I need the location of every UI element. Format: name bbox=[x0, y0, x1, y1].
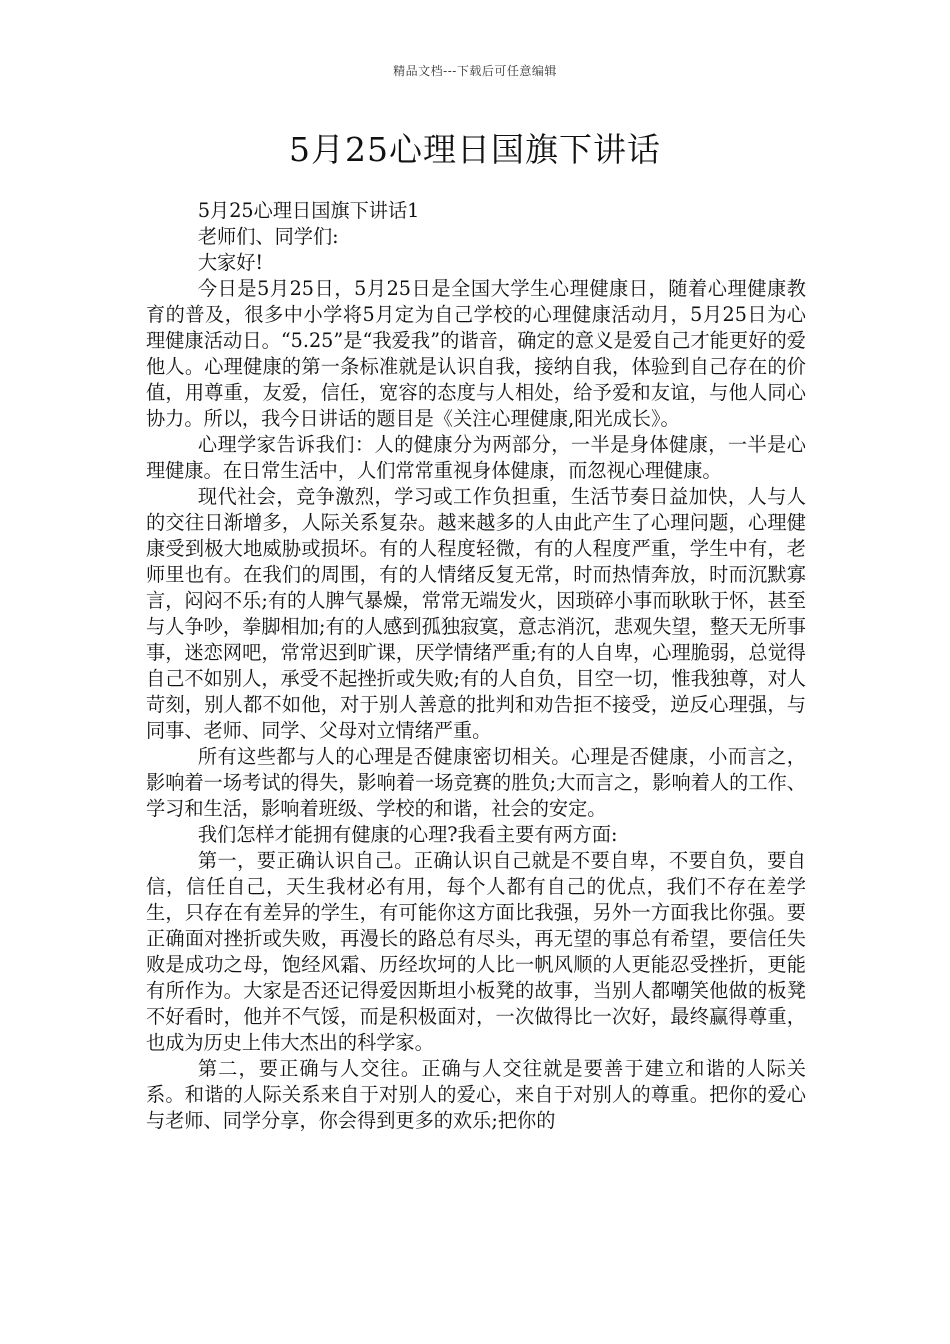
document-title: 5月25心理日国旗下讲话 bbox=[289, 130, 661, 169]
body-paragraph: 我们怎样才能拥有健康的心理?我看主要有两方面: bbox=[197, 823, 618, 846]
body-paragraph: 心理学家告诉我们：人的健康分为两部分，一半是身体健康，一半是心理健康。在日常生活中，人们常常重视身体健康，而忽视心理健康。 bbox=[146, 433, 806, 482]
body-paragraph: 第二，要正确与人交往。正确与人交往就是要善于建立和谐的人际关系。和谐的人际关系来自于对别人的爱心，来自于对别人的尊重。把你的爱心与老师、同学分享，你会得到更多的欢乐;把你的 bbox=[146, 1057, 806, 1132]
body-paragraph: 现代社会，竞争激烈，学习或工作负担重，生活节奏日益加快，人与人的交往日渐增多，人际关系复杂。越来越多的人由此产生了心理问题，心理健康受到极大地威胁或损坏。有的人程度轻微，有的人程度严重，学生中有，老师里也有。在我们的周围，有的人情绪反复无常，时而热情奔放，时而沉默寡言，闷闷不乐;有的人脾气暴燥，常常无端发火，因琐碎小事而耿耿于怀，甚至与人争吵，拳脚相加;有的人感到孤独寂寞，意志消沉，悲观失望，整天无所事事，迷恋网吧，常常迟到旷课，厌学情绪严重;有的人自卑，心理脆弱，总觉得自己不如别人，承受不起挫折或失败;有的人自负，目空一切，惟我独尊，对人苛刻，别人都不如他，对于别人善意的批判和劝告拒不接受，逆反心理强，与同事、老师、同学、父母对立情绪严重。 bbox=[146, 485, 806, 742]
document-body bbox=[146, 198, 806, 1134]
salutation-paragraph: 老师们、同学们: bbox=[197, 225, 339, 248]
body-paragraph: 所有这些都与人的心理是否健康密切相关。心理是否健康，小而言之，影响着一场考试的得失，影响着一场竞赛的胜负;大而言之，影响着人的工作、学习和生活，影响着班级、学校的和谐，社会的安定。 bbox=[146, 745, 806, 820]
greeting-paragraph: 大家好! bbox=[197, 251, 264, 274]
body-paragraph: 今日是5月25日，5月25日是全国大学生心理健康日，随着心理健康教育的普及，很多中小学将5月定为自己学校的心理健康活动月，5月25日为心理健康活动日。“5.25”是“我爱我”的谐音，确定的意义是爱自己才能更好的爱他人。心理健康的第一条标准就是认识自我，接纳自我，体验到自己存在的价值，用尊重，友爱，信任，宽容的态度与人相处，给予爱和友谊，与他人同心协力。所以，我今日讲话的题目是《关注心理健康,阳光成长》。 bbox=[146, 277, 806, 430]
body-paragraph: 第一，要正确认识自己。正确认识自己就是不要自卑，不要自负，要自信，信任自己，天生我材必有用，每个人都有自己的优点，我们不存在差学生，只存在有差异的学生，有可能你这方面比我强，另外一方面我比你强。要正确面对挫折或失败，再漫长的路总有尽头，再无望的事总有希望，要信任失败是成功之母，饱经风霜、历经坎坷的人比一帆风顺的人更能忍受挫折，更能有所作为。大家是否还记得爱因斯坦小板凳的故事，当别人都嘲笑他做的板凳不好看时，他并不气馁，而是积极面对，一次做得比一次好，最终赢得尊重，也成为历史上伟大杰出的科学家。 bbox=[146, 849, 806, 1054]
subtitle-paragraph: 5月25心理日国旗下讲话1 bbox=[197, 199, 420, 222]
page-header-note: 精品文档---下载后可任意编辑 bbox=[393, 64, 557, 78]
